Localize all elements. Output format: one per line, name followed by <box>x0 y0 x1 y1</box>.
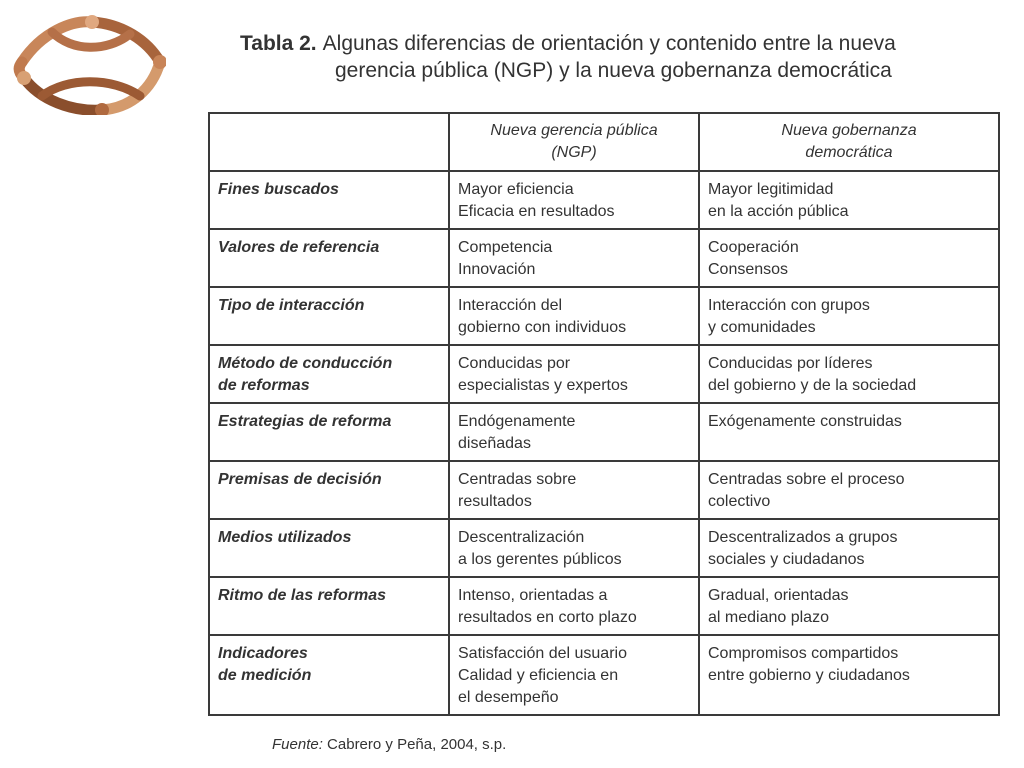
row-label-cell-line: de medición <box>218 667 312 684</box>
table-row <box>209 461 999 519</box>
row-label-cell-line: Estrategias de reforma <box>218 413 392 430</box>
ngd-cell-line: colectivo <box>708 493 771 510</box>
table-body <box>209 171 999 715</box>
row-label-cell <box>209 403 449 461</box>
table-row <box>209 287 999 345</box>
ngp-cell-line: Mayor eficiencia <box>458 181 574 198</box>
source-note <box>272 736 506 753</box>
ngp-cell <box>449 635 699 715</box>
ngp-cell-line: Competencia <box>458 239 553 256</box>
row-label-cell-line: Tipo de interacción <box>218 297 365 314</box>
ngp-cell-line: Eficacia en resultados <box>458 203 615 220</box>
table-row <box>209 519 999 577</box>
ngp-cell-line: resultados en corto plazo <box>458 609 637 626</box>
ngd-cell-line: Exógenamente construidas <box>708 413 902 430</box>
ngp-cell-line: Interacción del <box>458 297 563 314</box>
row-label-cell <box>209 519 449 577</box>
header-ngp <box>449 113 699 171</box>
header-ngp-line: Nueva gerencia pública <box>490 122 658 139</box>
table-row <box>209 635 999 715</box>
ngd-cell <box>699 519 999 577</box>
title-line-2: gerencia pública (NGP) y la nueva gobernanza democrática <box>335 59 892 82</box>
table-row <box>209 171 999 229</box>
ngp-cell-line: Intenso, orientadas a <box>458 587 608 604</box>
ngp-cell-line: Innovación <box>458 261 536 278</box>
ngd-cell <box>699 403 999 461</box>
ngd-cell-line: Gradual, orientadas <box>708 587 849 604</box>
row-label-cell-line: Fines buscados <box>218 181 339 198</box>
ngp-cell-line: Endógenamente <box>458 413 576 430</box>
source-prefix: Fuente: <box>272 736 323 753</box>
ngp-cell <box>449 229 699 287</box>
ngd-cell-line: Interacción con grupos <box>708 297 870 314</box>
header-empty <box>209 113 449 171</box>
row-label-cell <box>209 461 449 519</box>
header-ngp-line: (NGP) <box>551 144 597 161</box>
ngp-cell-line: Conducidas por <box>458 355 571 372</box>
ngp-cell-line: el desempeño <box>458 689 559 706</box>
ngd-cell-line: Consensos <box>708 261 789 278</box>
row-label-cell <box>209 345 449 403</box>
row-label-cell <box>209 171 449 229</box>
row-label-cell-line: Premisas de decisión <box>218 471 382 488</box>
ngd-cell <box>699 461 999 519</box>
ngp-cell-line: Satisfacción del usuario <box>458 645 627 662</box>
row-label-cell-line: Ritmo de las reformas <box>218 587 387 604</box>
header-ngd-line: democrática <box>805 144 893 161</box>
ngd-cell-line: Centradas sobre el proceso <box>708 471 905 488</box>
ngp-cell <box>449 403 699 461</box>
ngp-cell-line: diseñadas <box>458 435 531 452</box>
table-row <box>209 345 999 403</box>
ngd-cell <box>699 287 999 345</box>
row-label-cell-line: Método de conducción <box>218 355 393 372</box>
ngd-cell-line: Cooperación <box>708 239 799 256</box>
header-row <box>209 113 999 171</box>
header-ngd-line: Nueva gobernanza <box>781 122 917 139</box>
ngp-cell-line: especialistas y expertos <box>458 377 628 394</box>
ngd-cell-line: Mayor legitimidad <box>708 181 834 198</box>
ngp-cell-line: Centradas sobre <box>458 471 577 488</box>
ngd-cell-line: Descentralizados a grupos <box>708 529 898 546</box>
ngd-cell-line: y comunidades <box>708 319 816 336</box>
ngd-cell-line: sociales y ciudadanos <box>708 551 865 568</box>
title-line-1 <box>240 30 1000 57</box>
row-label-cell-line: de reformas <box>218 377 310 394</box>
ngp-cell-line: gobierno con individuos <box>458 319 627 336</box>
ngp-cell <box>449 519 699 577</box>
ngd-cell <box>699 229 999 287</box>
ngp-cell-line: resultados <box>458 493 532 510</box>
row-label-cell <box>209 577 449 635</box>
table-row <box>209 577 999 635</box>
comparison-table <box>208 112 1000 716</box>
ngp-cell <box>449 345 699 403</box>
ngd-cell-line: del gobierno y de la sociedad <box>708 377 917 394</box>
ngp-cell-line: a los gerentes públicos <box>458 551 622 568</box>
ngd-cell-line: Compromisos compartidos <box>708 645 899 662</box>
table-title <box>240 30 1000 84</box>
ngp-cell <box>449 171 699 229</box>
ngd-cell <box>699 345 999 403</box>
row-label-cell <box>209 635 449 715</box>
ngd-cell-line: entre gobierno y ciudadanos <box>708 667 910 684</box>
ngd-cell-line: Conducidas por líderes <box>708 355 873 372</box>
ngd-cell-line: en la acción pública <box>708 203 849 220</box>
ngd-cell-line: al mediano plazo <box>708 609 829 626</box>
ngd-cell <box>699 635 999 715</box>
row-label-cell <box>209 287 449 345</box>
row-label-cell-line: Indicadores <box>218 645 308 662</box>
ngp-cell <box>449 287 699 345</box>
source-text: Cabrero y Peña, 2004, s.p. <box>327 736 507 753</box>
linked-hands-logo <box>12 12 166 115</box>
row-label-cell-line: Medios utilizados <box>218 529 352 546</box>
title-text-1: Algunas diferencias de orientación y contenido entre la nueva <box>322 32 896 55</box>
ngp-cell <box>449 461 699 519</box>
ngp-cell-line: Calidad y eficiencia en <box>458 667 619 684</box>
ngd-cell <box>699 577 999 635</box>
ngd-cell <box>699 171 999 229</box>
ngp-cell <box>449 577 699 635</box>
title-label: Tabla 2. <box>240 32 317 55</box>
ngp-cell-line: Descentralización <box>458 529 585 546</box>
row-label-cell-line: Valores de referencia <box>218 239 380 256</box>
table-row <box>209 403 999 461</box>
header-ngd <box>699 113 999 171</box>
table-row <box>209 229 999 287</box>
row-label-cell <box>209 229 449 287</box>
